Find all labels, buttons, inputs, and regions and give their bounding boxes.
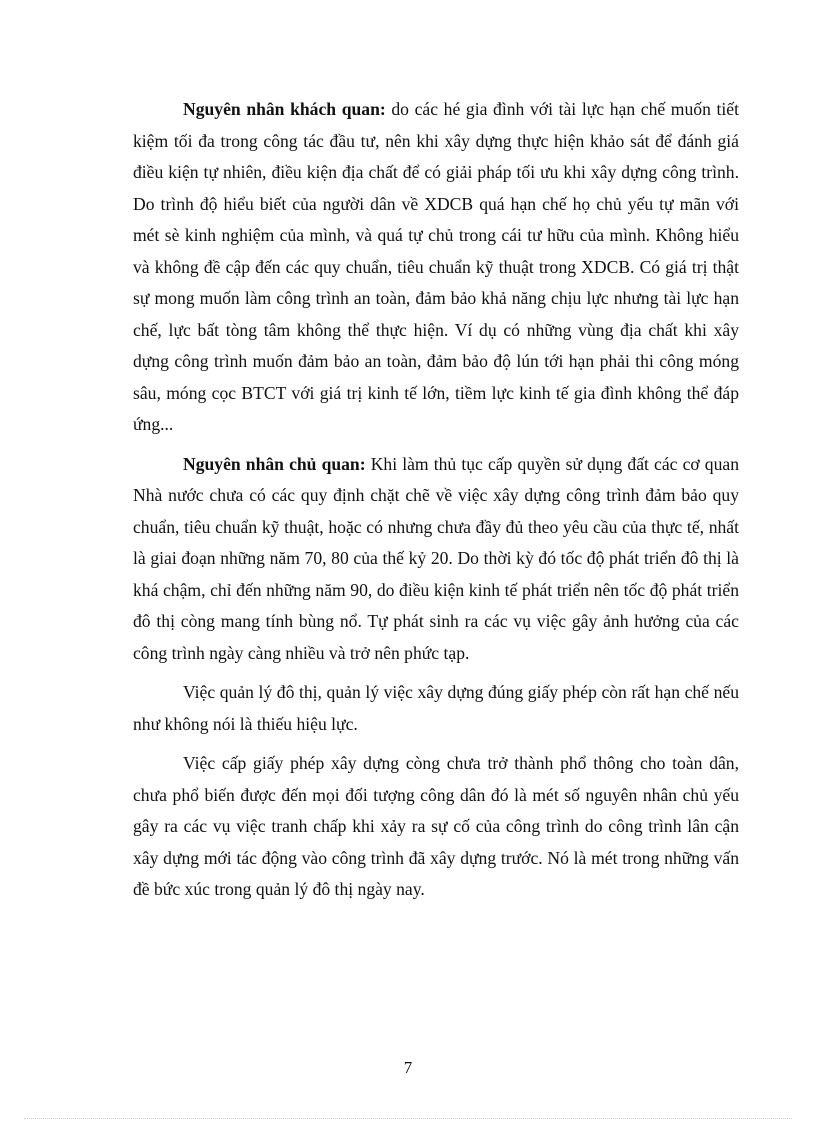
- page-bottom-divider: [24, 1118, 792, 1119]
- paragraph-subjective-causes: [133, 449, 739, 670]
- paragraph-lead: Nguyên nhân chủ quan:: [183, 453, 366, 474]
- body-text: [133, 94, 739, 914]
- paragraph-urban-management: [133, 677, 739, 740]
- paragraph-text: do các hé gia đình với tài lực hạn chế muốn tiết kiệm tối đa trong công tác đầu tư, nên khi xây dựng thực hiện khảo sát để đánh giá điều kiện tự nhiên, điều kiện địa chất để có giải pháp tối ưu khi xây dựng công trình. Do trình độ hiểu biết của người dân về XDCB quá hạn chế họ chủ yếu tự mãn với mét sè kinh nghiệm của mình, và quá tự chủ trong cái tư hữu của mình. Không hiểu và không đề cập đến các quy chuẩn, tiêu chuẩn kỹ thuật trong XDCB. Có giá trị thật sự mong muốn làm công trình an toàn, đảm bảo khả năng chịu lực nhưng tài lực hạn chế, lực bất tòng tâm không thể thực hiện. Ví dụ có những vùng địa chất khi xây dựng công trình muốn đảm bảo an toàn, đảm bảo độ lún tới hạn phải thi công móng sâu, móng cọc BTCT với giá trị kinh tế lớn, tiềm lực kinh tế gia đình không thể đáp ứng...: [133, 99, 740, 434]
- paragraph-text: Khi làm thủ tục cấp quyền sử dụng đất các cơ quan Nhà nước chưa có các quy định chặt chẽ về việc xây dựng công trình đảm bảo quy chuẩn, tiêu chuẩn kỹ thuật, hoặc có nhưng chưa đầy đủ theo yêu cầu của thực tế, nhất là giai đoạn những năm 70, 80 của thế kỷ 20. Do thời kỳ đó tốc độ phát triển đô thị là khá chậm, chỉ đến những năm 90, do điều kiện kinh tế phát triển nên tốc độ phát triển đô thị còng mang tính bùng nổ. Tự phát sinh ra các vụ việc gây ảnh hưởng của các công trình ngày càng nhiều và trở nên phức tạp.: [133, 453, 740, 663]
- paragraph-text: Việc cấp giấy phép xây dựng còng chưa trở thành phổ thông cho toàn dân, chưa phổ biến được đến mọi đối tượng công dân đó là mét số nguyên nhân chủ yếu gây ra các vụ việc tranh chấp khi xảy ra sự cố của công trình do công trình lân cận xây dựng mới tác động vào công trình đã xây dựng trước. Nó là mét trong những vấn đề bức xúc trong quản lý đô thị ngày nay.: [133, 753, 739, 899]
- paragraph-lead: Nguyên nhân khách quan:: [183, 99, 386, 119]
- paragraph-building-permits: [133, 748, 739, 906]
- page-number: 7: [403, 1058, 413, 1077]
- paragraph-objective-causes: [133, 94, 739, 441]
- paragraph-text: Việc quản lý đô thị, quản lý việc xây dựng đúng giấy phép còn rất hạn chế nếu như không nói là thiếu hiệu lực.: [133, 682, 739, 734]
